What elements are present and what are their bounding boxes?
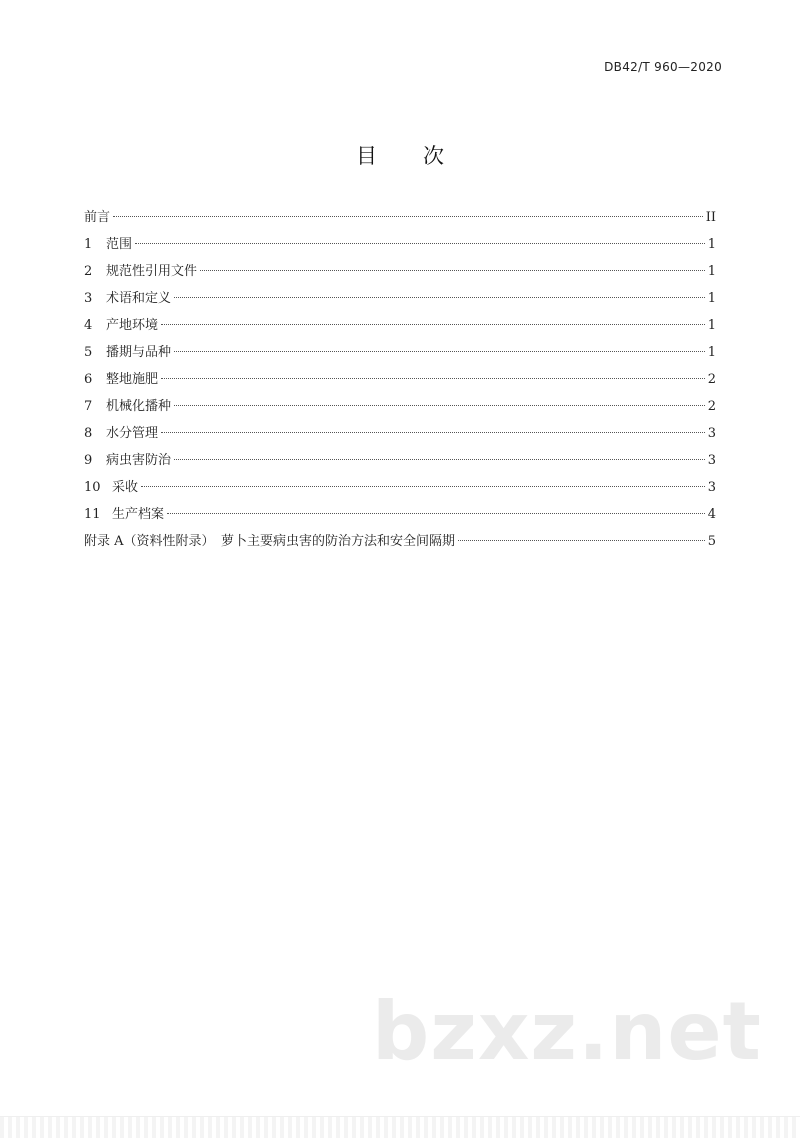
toc-entry-page: 4 xyxy=(707,507,716,522)
toc-entry-page: 1 xyxy=(707,264,716,279)
dot-leader xyxy=(174,351,705,352)
toc-entry-page: 1 xyxy=(707,237,716,252)
toc-entry-foreword[interactable] xyxy=(84,204,716,231)
toc-entry-number: 4 xyxy=(84,318,93,333)
toc-entry-page: 1 xyxy=(707,291,716,306)
toc-entry-page: II xyxy=(705,210,716,225)
toc-entry-page: 2 xyxy=(707,372,716,387)
dot-leader xyxy=(174,297,705,298)
dot-leader xyxy=(161,432,705,433)
toc-entry-number: 6 xyxy=(84,372,93,387)
toc-entry-label: 前言 xyxy=(84,210,111,225)
table-of-contents xyxy=(84,204,716,555)
toc-entry-label: 采收 xyxy=(112,480,139,495)
toc-entry-label: 病虫害防治 xyxy=(106,453,172,468)
toc-entry-page: 3 xyxy=(707,480,716,495)
dot-leader xyxy=(167,513,705,514)
dot-leader xyxy=(161,378,705,379)
toc-entry-page: 5 xyxy=(707,534,716,549)
toc-entry-number: 5 xyxy=(84,345,93,360)
toc-entry-number: 1 xyxy=(84,237,93,252)
toc-entry-3[interactable] xyxy=(84,285,716,312)
toc-entry-6[interactable] xyxy=(84,366,716,393)
toc-entry-label: 范围 xyxy=(106,237,133,252)
toc-entry-9[interactable] xyxy=(84,447,716,474)
toc-entry-label: 产地环境 xyxy=(106,318,159,333)
toc-entry-number: 3 xyxy=(84,291,93,306)
toc-entry-label: 机械化播种 xyxy=(106,399,172,414)
toc-entry-number: 7 xyxy=(84,399,93,414)
toc-entry-7[interactable] xyxy=(84,393,716,420)
toc-entry-label: 规范性引用文件 xyxy=(106,264,198,279)
toc-entry-page: 1 xyxy=(707,318,716,333)
toc-entry-11[interactable] xyxy=(84,501,716,528)
toc-entry-label: 播期与品种 xyxy=(106,345,172,360)
toc-entry-label: 术语和定义 xyxy=(106,291,172,306)
dot-leader xyxy=(174,459,705,460)
toc-entry-8[interactable] xyxy=(84,420,716,447)
toc-entry-1[interactable] xyxy=(84,231,716,258)
document-code: DB42/T 960—2020 xyxy=(604,60,722,74)
toc-entry-label: 附录 A（资料性附录） 萝卜主要病虫害的防治方法和安全间隔期 xyxy=(84,534,456,549)
page-bottom-edge xyxy=(0,1116,800,1138)
toc-entry-10[interactable] xyxy=(84,474,716,501)
dot-leader xyxy=(174,405,705,406)
toc-entry-page: 2 xyxy=(707,399,716,414)
toc-entry-page: 1 xyxy=(707,345,716,360)
dot-leader xyxy=(135,243,705,244)
toc-entry-appendix-a[interactable] xyxy=(84,528,716,555)
dot-leader xyxy=(458,540,705,541)
toc-entry-2[interactable] xyxy=(84,258,716,285)
dot-leader xyxy=(141,486,705,487)
toc-entry-label: 水分管理 xyxy=(106,426,159,441)
watermark: bzxz.net xyxy=(372,985,762,1078)
toc-entry-5[interactable] xyxy=(84,339,716,366)
dot-leader xyxy=(161,324,705,325)
toc-title: 目次 xyxy=(356,144,490,168)
dot-leader xyxy=(113,216,703,217)
toc-entry-number: 2 xyxy=(84,264,93,279)
toc-entry-number: 11 xyxy=(84,507,101,522)
toc-entry-number: 10 xyxy=(84,480,101,495)
toc-entry-page: 3 xyxy=(707,453,716,468)
toc-entry-number: 9 xyxy=(84,453,93,468)
toc-entry-page: 3 xyxy=(707,426,716,441)
dot-leader xyxy=(200,270,705,271)
toc-entry-number: 8 xyxy=(84,426,93,441)
toc-entry-4[interactable] xyxy=(84,312,716,339)
toc-entry-label: 整地施肥 xyxy=(106,372,159,387)
toc-entry-label: 生产档案 xyxy=(112,507,165,522)
